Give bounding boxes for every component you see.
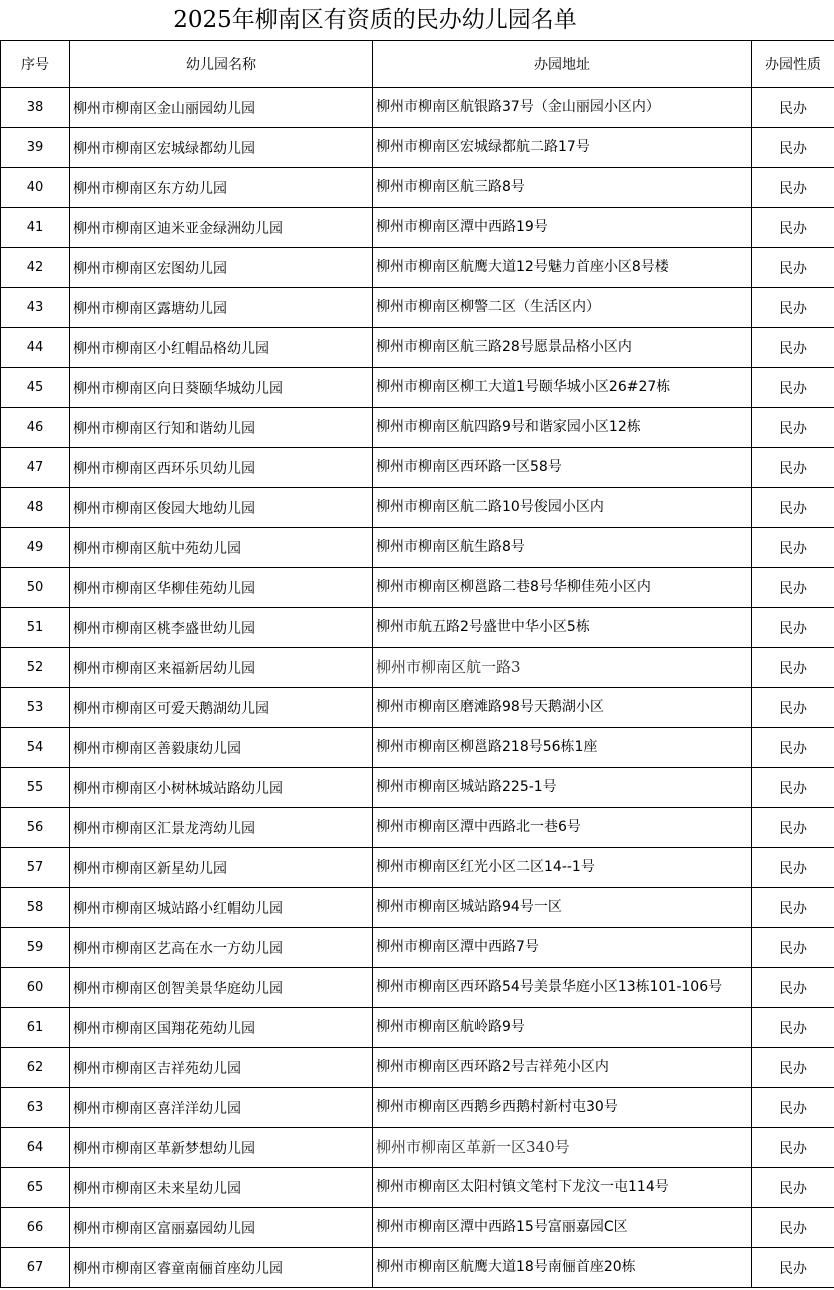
kindergarten-name-cell: 柳州市柳南区国翔花苑幼儿园 [70,1008,373,1048]
kindergarten-name-cell: 柳州市柳南区东方幼儿园 [70,168,373,208]
table-row [1,648,834,688]
ownership-type-cell: 民办 [752,1008,834,1048]
address-cell: 柳州市柳南区宏城绿都航二路17号 [373,128,752,168]
ownership-type-cell: 民办 [752,408,834,448]
ownership-type-cell: 民办 [752,848,834,888]
serial-number-cell: 44 [1,328,70,368]
ownership-type-cell: 民办 [752,688,834,728]
serial-number-cell: 42 [1,248,70,288]
ownership-type-cell: 民办 [752,1048,834,1088]
address-cell: 柳州市柳南区柳邕路218号56栋1座 [373,728,752,768]
address-cell: 柳州市柳南区太阳村镇文笔村下龙汶一屯114号 [373,1168,752,1208]
address-cell: 柳州市柳南区红光小区二区14--1号 [373,848,752,888]
address-cell: 柳州市柳南区柳警二区（生活区内） [373,288,752,328]
address-cell: 柳州市柳南区航鹰大道12号魅力首座小区8号楼 [373,248,752,288]
table-row [1,488,834,528]
kindergarten-name-cell: 柳州市柳南区来福新居幼儿园 [70,648,373,688]
kindergarten-name-cell: 柳州市柳南区俊园大地幼儿园 [70,488,373,528]
serial-number-cell: 45 [1,368,70,408]
address-cell: 柳州市柳南区磨滩路98号天鹅湖小区 [373,688,752,728]
header-serial-number: 序号 [1,41,70,88]
serial-number-cell: 43 [1,288,70,328]
address-cell: 柳州市柳南区西环路2号吉祥苑小区内 [373,1048,752,1088]
ownership-type-cell: 民办 [752,1128,834,1168]
table-row [1,368,834,408]
kindergarten-name-cell: 柳州市柳南区桃李盛世幼儿园 [70,608,373,648]
serial-number-cell: 62 [1,1048,70,1088]
serial-number-cell: 48 [1,488,70,528]
serial-number-cell: 65 [1,1168,70,1208]
kindergarten-name-cell: 柳州市柳南区汇景龙湾幼儿园 [70,808,373,848]
ownership-type-cell: 民办 [752,88,834,128]
table-row [1,208,834,248]
ownership-type-cell: 民办 [752,328,834,368]
table-row [1,568,834,608]
address-cell: 柳州市柳南区航岭路9号 [373,1008,752,1048]
ownership-type-cell: 民办 [752,968,834,1008]
ownership-type-cell: 民办 [752,128,834,168]
ownership-type-cell: 民办 [752,248,834,288]
serial-number-cell: 66 [1,1208,70,1248]
address-cell: 柳州市柳南区潭中西路19号 [373,208,752,248]
kindergarten-name-cell: 柳州市柳南区艺高在水一方幼儿园 [70,928,373,968]
kindergarten-name-cell: 柳州市柳南区善毅康幼儿园 [70,728,373,768]
serial-number-cell: 38 [1,88,70,128]
table-row [1,1248,834,1288]
kindergarten-name-cell: 柳州市柳南区城站路小红帽幼儿园 [70,888,373,928]
ownership-type-cell: 民办 [752,208,834,248]
address-cell: 柳州市柳南区航二路10号俊园小区内 [373,488,752,528]
table-row [1,888,834,928]
table-row [1,848,834,888]
serial-number-cell: 56 [1,808,70,848]
ownership-type-cell: 民办 [752,648,834,688]
address-cell: 柳州市柳南区城站路94号一区 [373,888,752,928]
table-header-row [1,41,834,88]
kindergarten-name-cell: 柳州市柳南区创智美景华庭幼儿园 [70,968,373,1008]
address-cell: 柳州市柳南区航三路8号 [373,168,752,208]
address-cell: 柳州市柳南区航四路9号和谐家园小区12栋 [373,408,752,448]
address-cell: 柳州市柳南区航三路28号愿景品格小区内 [373,328,752,368]
serial-number-cell: 49 [1,528,70,568]
serial-number-cell: 64 [1,1128,70,1168]
ownership-type-cell: 民办 [752,808,834,848]
address-cell: 柳州市柳南区西环路54号美景华庭小区13栋101-106号 [373,968,752,1008]
ownership-type-cell: 民办 [752,728,834,768]
table-row [1,768,834,808]
table-row [1,248,834,288]
kindergarten-name-cell: 柳州市柳南区可爱天鹅湖幼儿园 [70,688,373,728]
kindergarten-name-cell: 柳州市柳南区未来星幼儿园 [70,1168,373,1208]
table-row [1,608,834,648]
serial-number-cell: 52 [1,648,70,688]
kindergarten-name-cell: 柳州市柳南区小树林城站路幼儿园 [70,768,373,808]
ownership-type-cell: 民办 [752,608,834,648]
serial-number-cell: 63 [1,1088,70,1128]
table-row [1,328,834,368]
table-row [1,1088,834,1128]
table-row [1,128,834,168]
table-row [1,408,834,448]
serial-number-cell: 59 [1,928,70,968]
table-row [1,88,834,128]
ownership-type-cell: 民办 [752,448,834,488]
address-cell: 柳州市柳南区航生路8号 [373,528,752,568]
ownership-type-cell: 民办 [752,568,834,608]
table-body [1,88,834,1288]
kindergarten-table [0,40,834,1288]
kindergarten-name-cell: 柳州市柳南区喜洋洋幼儿园 [70,1088,373,1128]
ownership-type-cell: 民办 [752,1208,834,1248]
kindergarten-name-cell: 柳州市柳南区华柳佳苑幼儿园 [70,568,373,608]
header-address: 办园地址 [373,41,752,88]
kindergarten-name-cell: 柳州市柳南区睿童南俪首座幼儿园 [70,1248,373,1288]
serial-number-cell: 47 [1,448,70,488]
kindergarten-name-cell: 柳州市柳南区宏图幼儿园 [70,248,373,288]
kindergarten-name-cell: 柳州市柳南区航中苑幼儿园 [70,528,373,568]
kindergarten-name-cell: 柳州市柳南区向日葵颐华城幼儿园 [70,368,373,408]
header-ownership-type: 办园性质 [752,41,834,88]
table-row [1,1168,834,1208]
ownership-type-cell: 民办 [752,528,834,568]
serial-number-cell: 51 [1,608,70,648]
ownership-type-cell: 民办 [752,928,834,968]
serial-number-cell: 60 [1,968,70,1008]
table-row [1,1208,834,1248]
ownership-type-cell: 民办 [752,168,834,208]
table-row [1,288,834,328]
table-row [1,1008,834,1048]
serial-number-cell: 58 [1,888,70,928]
kindergarten-name-cell: 柳州市柳南区富丽嘉园幼儿园 [70,1208,373,1248]
table-row [1,528,834,568]
page-title: 2025年柳南区有资质的民办幼儿园名单 [173,7,577,33]
address-cell: 柳州市柳南区西环路一区58号 [373,448,752,488]
table-row [1,808,834,848]
table-row [1,728,834,768]
kindergarten-name-cell: 柳州市柳南区宏城绿都幼儿园 [70,128,373,168]
serial-number-cell: 54 [1,728,70,768]
table-row [1,168,834,208]
address-cell: 柳州市柳南区航银路37号（金山丽园小区内） [373,88,752,128]
ownership-type-cell: 民办 [752,768,834,808]
kindergarten-name-cell: 柳州市柳南区小红帽品格幼儿园 [70,328,373,368]
kindergarten-name-cell: 柳州市柳南区金山丽园幼儿园 [70,88,373,128]
address-cell: 柳州市柳南区城站路225-1号 [373,768,752,808]
ownership-type-cell: 民办 [752,288,834,328]
address-cell: 柳州市柳南区潭中西路15号富丽嘉园C区 [373,1208,752,1248]
ownership-type-cell: 民办 [752,1168,834,1208]
serial-number-cell: 46 [1,408,70,448]
table-row [1,928,834,968]
ownership-type-cell: 民办 [752,488,834,528]
serial-number-cell: 50 [1,568,70,608]
header-kindergarten-name: 幼儿园名称 [70,41,373,88]
serial-number-cell: 55 [1,768,70,808]
kindergarten-name-cell: 柳州市柳南区新星幼儿园 [70,848,373,888]
serial-number-cell: 61 [1,1008,70,1048]
table-row [1,1128,834,1168]
address-cell: 柳州市柳南区柳邕路二巷8号华柳佳苑小区内 [373,568,752,608]
serial-number-cell: 40 [1,168,70,208]
address-cell: 柳州市柳南区潭中西路7号 [373,928,752,968]
kindergarten-name-cell: 柳州市柳南区露塘幼儿园 [70,288,373,328]
serial-number-cell: 41 [1,208,70,248]
kindergarten-name-cell: 柳州市柳南区革新梦想幼儿园 [70,1128,373,1168]
address-cell: 柳州市柳南区西鹅乡西鹅村新村屯30号 [373,1088,752,1128]
serial-number-cell: 57 [1,848,70,888]
kindergarten-name-cell: 柳州市柳南区行知和谐幼儿园 [70,408,373,448]
address-cell: 柳州市柳南区柳工大道1号颐华城小区26#27栋 [373,368,752,408]
serial-number-cell: 39 [1,128,70,168]
kindergarten-name-cell: 柳州市柳南区迪米亚金绿洲幼儿园 [70,208,373,248]
address-cell: 柳州市柳南区潭中西路北一巷6号 [373,808,752,848]
kindergarten-name-cell: 柳州市柳南区吉祥苑幼儿园 [70,1048,373,1088]
ownership-type-cell: 民办 [752,368,834,408]
ownership-type-cell: 民办 [752,1248,834,1288]
ownership-type-cell: 民办 [752,888,834,928]
serial-number-cell: 67 [1,1248,70,1288]
table-row [1,688,834,728]
table-row [1,968,834,1008]
address-cell: 柳州市航五路2号盛世中华小区5栋 [373,608,752,648]
address-cell: 柳州市柳南区航一路3 [373,648,752,688]
kindergarten-name-cell: 柳州市柳南区西环乐贝幼儿园 [70,448,373,488]
table-row [1,448,834,488]
address-cell: 柳州市柳南区革新一区340号 [373,1128,752,1168]
table-row [1,1048,834,1088]
address-cell: 柳州市柳南区航鹰大道18号南俪首座20栋 [373,1248,752,1288]
serial-number-cell: 53 [1,688,70,728]
ownership-type-cell: 民办 [752,1088,834,1128]
